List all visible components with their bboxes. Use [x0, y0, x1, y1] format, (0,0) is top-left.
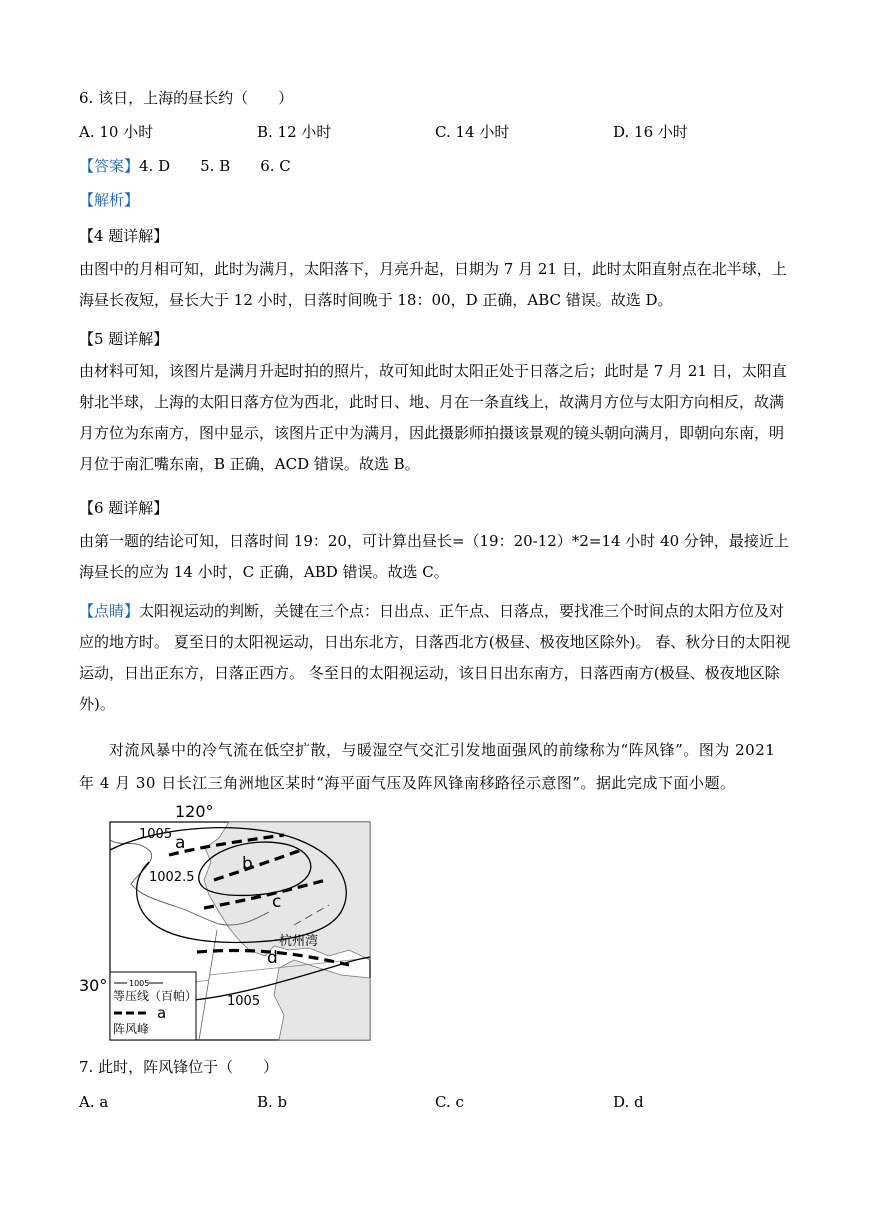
question-7-stem: 7. 此时，阵风锋位于（ ） [79, 1058, 279, 1076]
isobar-1002-label: 1002.5 [149, 870, 195, 885]
isobar-1005-top-label: 1005 [139, 827, 173, 842]
q5-explanation-label: 【5 题详解】 [79, 330, 169, 348]
q5-explanation-text: 由材料可知，该图片是满月升起时拍的照片，故可知此时太阳正处于日落之后；此时是 7 月 21 日，太阳直射北半球，上海的太阳日落方位为西北，此时日、地、月在一条直线上，故满月方位与太阳方向相反，故满月方位为东南方，图中显示，该图片正中为满月，因此摄影师拍摄该景观的镜头朝向满月，即朝向东南，明月位于南汇嘴东南，B 正确，ACD 错误。故选 B。 [79, 362, 787, 473]
latitude-label: 30° [79, 976, 108, 995]
q7-option-b: B. b [257, 1093, 288, 1111]
answer-label: 【答案】 [79, 157, 140, 175]
q6-explanation-text: 由第一题的结论可知，日落时间 19：20，可计算出昼长=（19：20-12）*2=14 小时 40 分钟，最接近上海昼长的应为 14 小时，C 正确，ABD 错误。故选 C。 [79, 532, 789, 581]
legend-front-letter: a [157, 1004, 167, 1022]
legend-isobar-value: 1005 [129, 979, 150, 988]
isobar-1005-bottom-label: 1005 [227, 994, 261, 1009]
front-d-label: d [267, 948, 278, 968]
analysis-label: 【解析】 [79, 191, 140, 209]
answer-text: 4. D 5. B 6. C [139, 157, 291, 175]
q6-option-b: B. 12 小时 [257, 123, 332, 141]
legend-front-text: 阵风峰 [113, 1022, 150, 1036]
question-6-stem: 6. 该日，上海的昼长约（ ） [79, 89, 294, 107]
q6-explanation-label: 【6 题详解】 [79, 499, 169, 517]
answer-line [79, 156, 291, 176]
q4-explanation-text: 由图中的月相可知，此时为满月，太阳落下，月亮升起，日期为 7 月 21 日，此时太阳直射点在北半球，上海昼长夜短，昼长大于 12 小时，日落时间晚于 18：00，D 正确，ABC 错误。故选 D。 [79, 260, 787, 309]
q7-option-d: D. d [613, 1093, 644, 1111]
legend-isobar-text: 等压线（百帕） [113, 989, 198, 1003]
tip-text: 太阳视运动的判断，关键在三个点：日出点、正午点、日落点，要找准三个时间点的太阳方位及对应的地方时。 夏至日的太阳视运动，日出东北方，日落西北方(极昼、极夜地区除外)。 春、秋分日的太阳视运动，日出正东方，日落正西方。 冬至日的太阳视运动，该日日出东南方，日落西南方(极昼、极夜地区除外)。 [79, 602, 791, 713]
longitude-label: 120° [175, 802, 214, 821]
q6-option-c: C. 14 小时 [435, 123, 510, 141]
tip-label: 【点睛】 [79, 602, 140, 620]
q7-option-a: A. a [79, 1093, 109, 1111]
q6-option-d: D. 16 小时 [613, 123, 688, 141]
front-a-label: a [175, 833, 186, 853]
q6-option-a: A. 10 小时 [79, 123, 154, 141]
pressure-map [79, 800, 379, 1045]
hangzhou-bay-label: 杭州湾 [279, 934, 319, 949]
front-c-label: c [272, 892, 282, 912]
front-b-label: b [242, 854, 253, 874]
pressure-map-figure [79, 800, 379, 1045]
q4-explanation-label: 【4 题详解】 [79, 227, 169, 245]
q7-option-c: C. c [435, 1093, 464, 1111]
tip-paragraph [79, 596, 794, 720]
material-paragraph: 对流风暴中的冷气流在低空扩散，与暖湿空气交汇引发地面强风的前缘称为“阵风锋”。图为 2021 年 4 月 30 日长江三角洲地区某时“海平面气压及阵风锋南移路径示意图”。据此完成下面小题。 [79, 741, 776, 792]
